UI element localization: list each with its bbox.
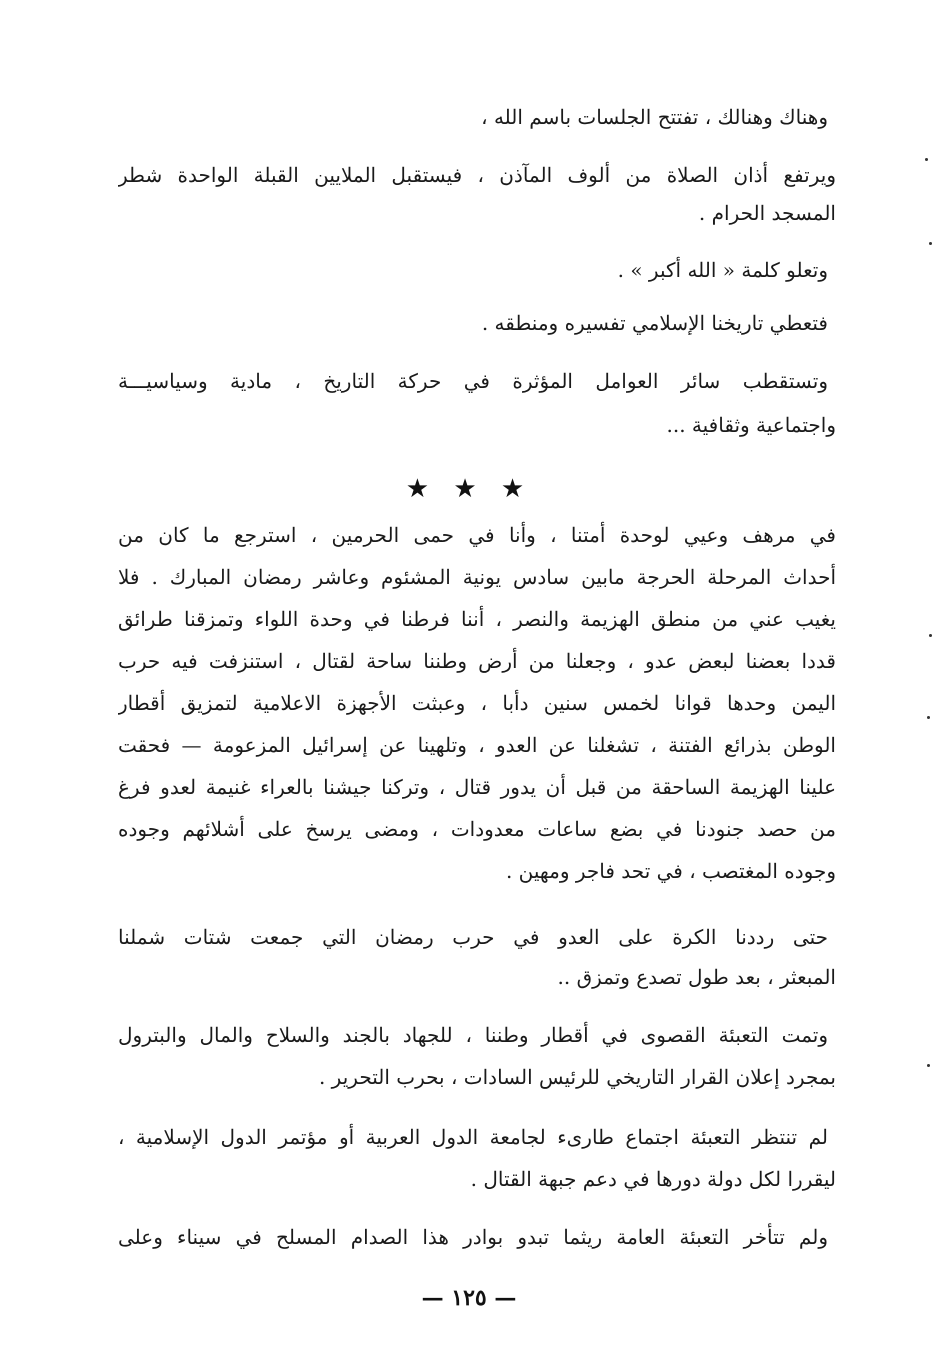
text-line: واجتماعية وثقافية ... bbox=[666, 413, 836, 437]
text-line: الوطن بذرائع الفتنة ، تشغلنا عن العدو ، وتلهينا عن إسرائيل المزعومة — فحقت bbox=[118, 733, 836, 757]
text-line: ولم تتأخر التعبئة العامة ريثما تبدو بوادر هذا الصدام المسلح في سيناء وعلى bbox=[118, 1225, 828, 1249]
text-line: وهناك وهنالك ، تفتتح الجلسات باسم الله ، bbox=[481, 105, 828, 129]
text-line: قددا بعضنا لبعض عدو ، وجعلنا من أرض وطننا ساحة لقتال ، استنزفت فيه حرب bbox=[118, 649, 836, 673]
text-line: من حصد جنودنا في بضع ساعات معدودات ، ومضى يرسخ على أشلائهم وجوده bbox=[118, 817, 836, 841]
text-line: وجوده المغتصب ، في تحد فاجر ومهين . bbox=[505, 859, 836, 883]
section-separator-stars: ★ ★ ★ bbox=[405, 474, 533, 504]
page-number: — ١٢٥ — bbox=[421, 1285, 517, 1311]
text-line: وتستقطب سائر العوامل المؤثرة في حركة التاريخ ، مادية وسياسيـــة bbox=[118, 369, 828, 393]
text-line: في مرهف وعيي لوحدة أمتنا ، وأنا في حمى الحرمين ، استرجع ما كان من bbox=[118, 523, 836, 547]
text-line: وتمت التعبئة القصوى في أقطار وطننا ، للجهاد بالجند والسلاح والمال والبترول bbox=[118, 1023, 828, 1047]
text-line: علينا الهزيمة الساحقة من قبل أن يدور قتال ، وتركنا جيشنا بالعراء غنيمة لعدو فرغ bbox=[118, 775, 836, 799]
scan-speck bbox=[929, 634, 932, 637]
scan-speck bbox=[927, 1064, 930, 1067]
text-line: بمجرد إعلان القرار التاريخي للرئيس السادات ، بحرب التحرير . bbox=[318, 1065, 836, 1089]
scan-speck bbox=[927, 716, 930, 719]
text-line: فتعطي تاريخنا الإسلامي تفسيره ومنطقه . bbox=[481, 311, 828, 335]
text-line: ويرتفع أذان الصلاة من ألوف المآذن ، فيستقبل الملايين القبلة الواحدة شطر bbox=[118, 163, 836, 187]
scan-speck bbox=[925, 158, 928, 161]
text-line: المسجد الحرام . bbox=[698, 201, 836, 225]
text-line: يغيب عني من منطق الهزيمة والنصر ، أننا فرطنا في وحدة اللواء وتمزقنا طرائق bbox=[118, 607, 836, 631]
text-line: وتعلو كلمة « الله أكبر » . bbox=[617, 258, 828, 282]
text-line: المبعثر ، بعد طول تصدع وتمزق .. bbox=[557, 965, 836, 989]
text-line: اليمن وحدها قوانا لخمس سنين دأبا ، وعبثت الأجهزة الاعلامية لتمزيق أقطار bbox=[118, 691, 836, 715]
text-line: ليقررا لكل دولة دورها في دعم جبهة القتال . bbox=[470, 1167, 836, 1191]
text-line: لم تنتظر التعبئة اجتماع طارىء لجامعة الدول العربية أو مؤتمر الدول الإسلامية ، bbox=[118, 1125, 828, 1149]
text-line: أحداث المرحلة الحرجة مابين سادس يونية المشئوم وعاشر رمضان المبارك . فلا bbox=[118, 565, 836, 589]
text-line: حتى رددنا الكرة على العدو في حرب رمضان التي جمعت شتات شملنا bbox=[118, 925, 828, 949]
scan-speck bbox=[929, 242, 932, 245]
